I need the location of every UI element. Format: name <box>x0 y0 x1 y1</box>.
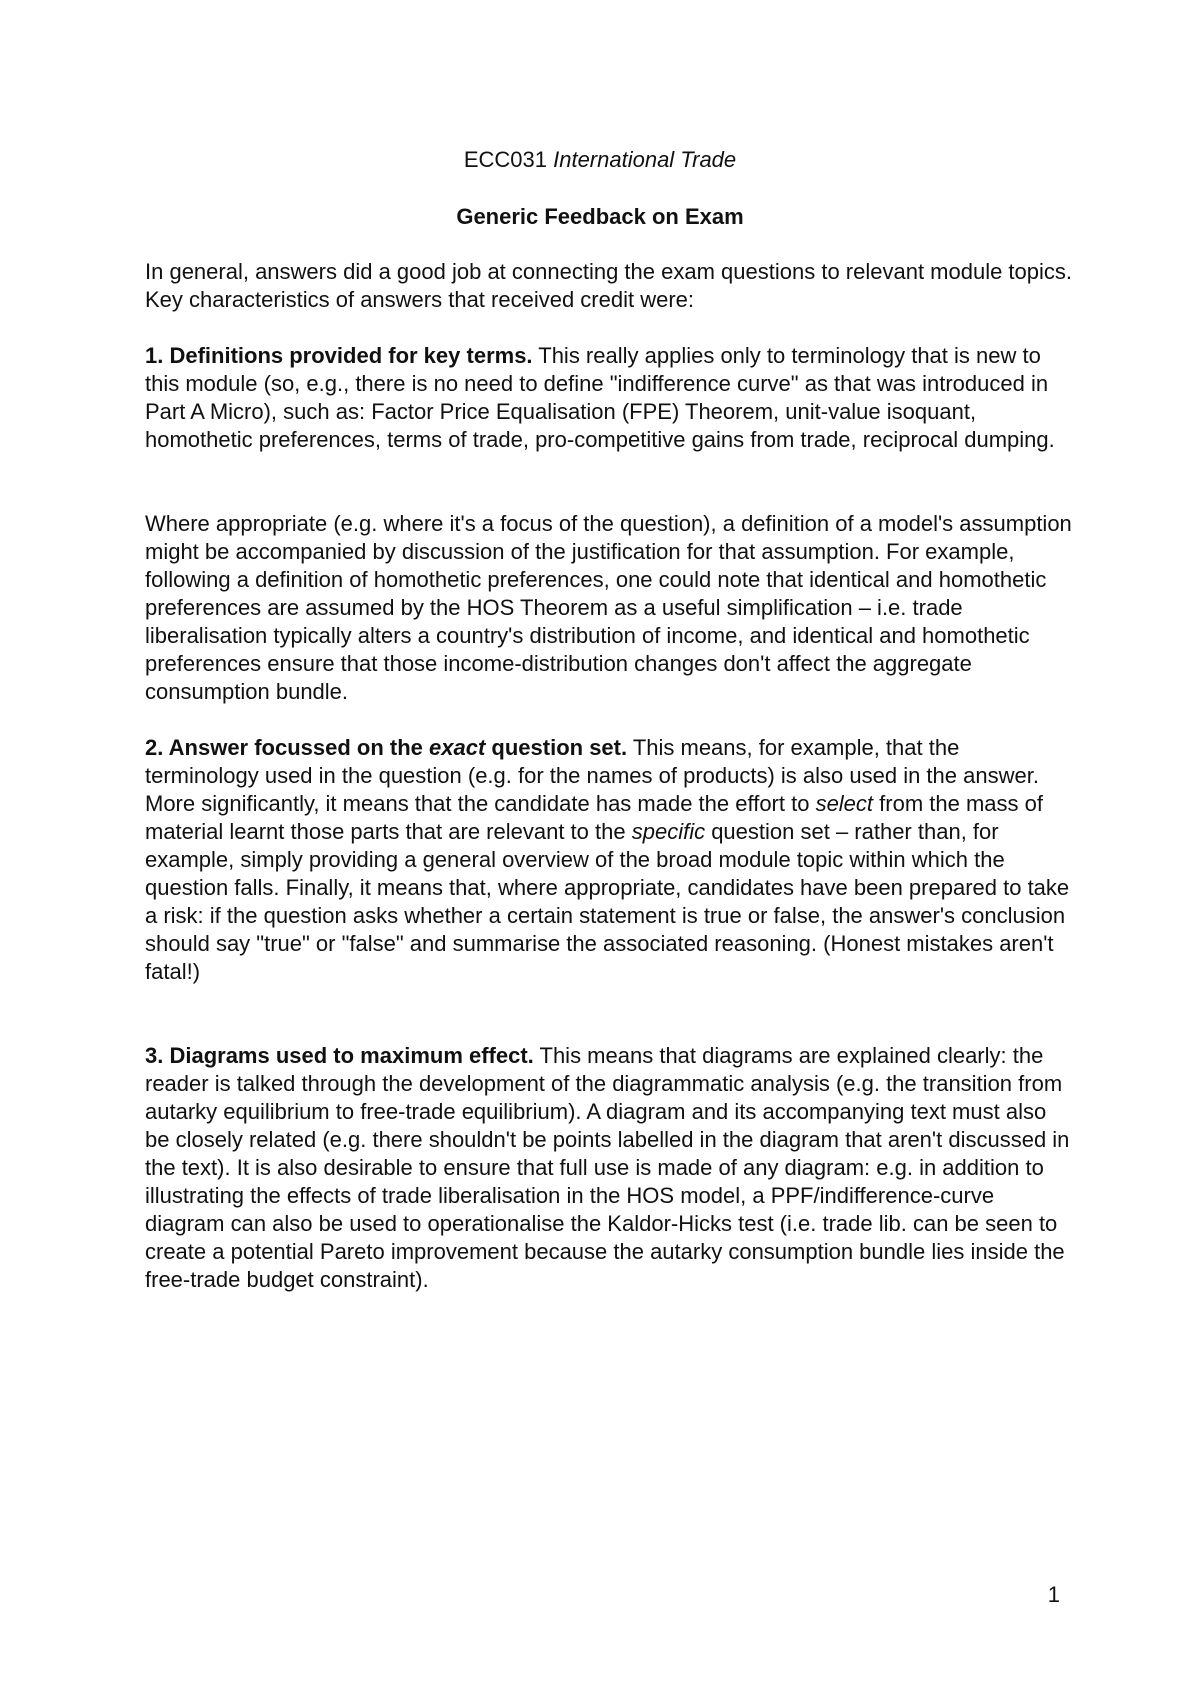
section-2-heading: 2. Answer focussed on the exact question set. <box>145 735 628 760</box>
document-title <box>0 147 1200 173</box>
intro-paragraph: In general, answers did a good job at connecting the exam questions to relevant module topics. Key characteristics of answers that received credit were: <box>145 259 1073 312</box>
page-number: 1 <box>1047 1582 1060 1607</box>
section-3-paragraph <box>145 1042 1075 1294</box>
document-subtitle: Generic Feedback on Exam <box>456 204 744 229</box>
section-2-em-specific: specific <box>631 819 706 844</box>
section-2-paragraph <box>145 734 1075 986</box>
section-1-paragraph <box>145 342 1075 454</box>
section-1-heading: 1. Definitions provided for key terms. <box>145 343 533 368</box>
section-2-text-c: question set – rather than, for example, simply providing a general overview of the broad module topic within which the question falls. Finally, it means that, where appropriate, candidates have been prepared to take a risk: if the question asks whether a certain statement is true or false, the answer's conclusion should say "true" or "false" and summarise the associated reasoning. (Honest mistakes aren't fatal!) <box>145 819 1070 984</box>
section-2-text-b: from the mass of material learnt those parts that are relevant to the <box>145 791 1043 844</box>
course-name: International Trade <box>553 147 737 172</box>
section-1-text: This really applies only to terminology that is new to this module (so, e.g., there is no need to define "indifference curve" as that was introduced in Part A Micro), such as: Factor Price Equalisation (FPE) Theorem, unit-value isoquant, homothetic preferences, terms of trade, pro-competitive gains from trade, reciprocal dumping. <box>145 343 1055 452</box>
section-3-text: This means that diagrams are explained clearly: the reader is talked through the development of the diagrammatic analysis (e.g. the transition from autarky equilibrium to free-trade equilibrium). A diagram and its accompanying text must also be closely related (e.g. there shouldn't be points labelled in the diagram that aren't discussed in the text). It is also desirable to ensure that full use is made of any diagram: e.g. in addition to illustrating the effects of trade liberalisation in the HOS model, a PPF/indifference-curve diagram can also be used to operationalise the Kaldor-Hicks test (i.e. trade lib. can be seen to create a potential Pareto improvement because the autarky consumption bundle lies inside the free-trade budget constraint). <box>145 1043 1070 1292</box>
section-3-heading: 3. Diagrams used to maximum effect. <box>145 1043 534 1068</box>
section-2-em-select: select <box>815 791 874 816</box>
section-1-followup-paragraph: Where appropriate (e.g. where it's a focus of the question), a definition of a model's assumption might be accompanied by discussion of the justification for that assumption. For example, following a definition of homothetic preferences, one could note that identical and homothetic preferences are assumed by the HOS Theorem as a useful simplification – i.e. trade liberalisation typically alters a country's distribution of income, and identical and homothetic preferences ensure that those income-distribution changes don't affect the aggregate consumption bundle. <box>145 511 1072 704</box>
section-2-text-a: This means, for example, that the terminology used in the question (e.g. for the names of products) is also used in the answer. More significantly, it means that the candidate has made the effort to <box>145 735 1039 816</box>
course-code: ECC031 <box>463 147 547 172</box>
